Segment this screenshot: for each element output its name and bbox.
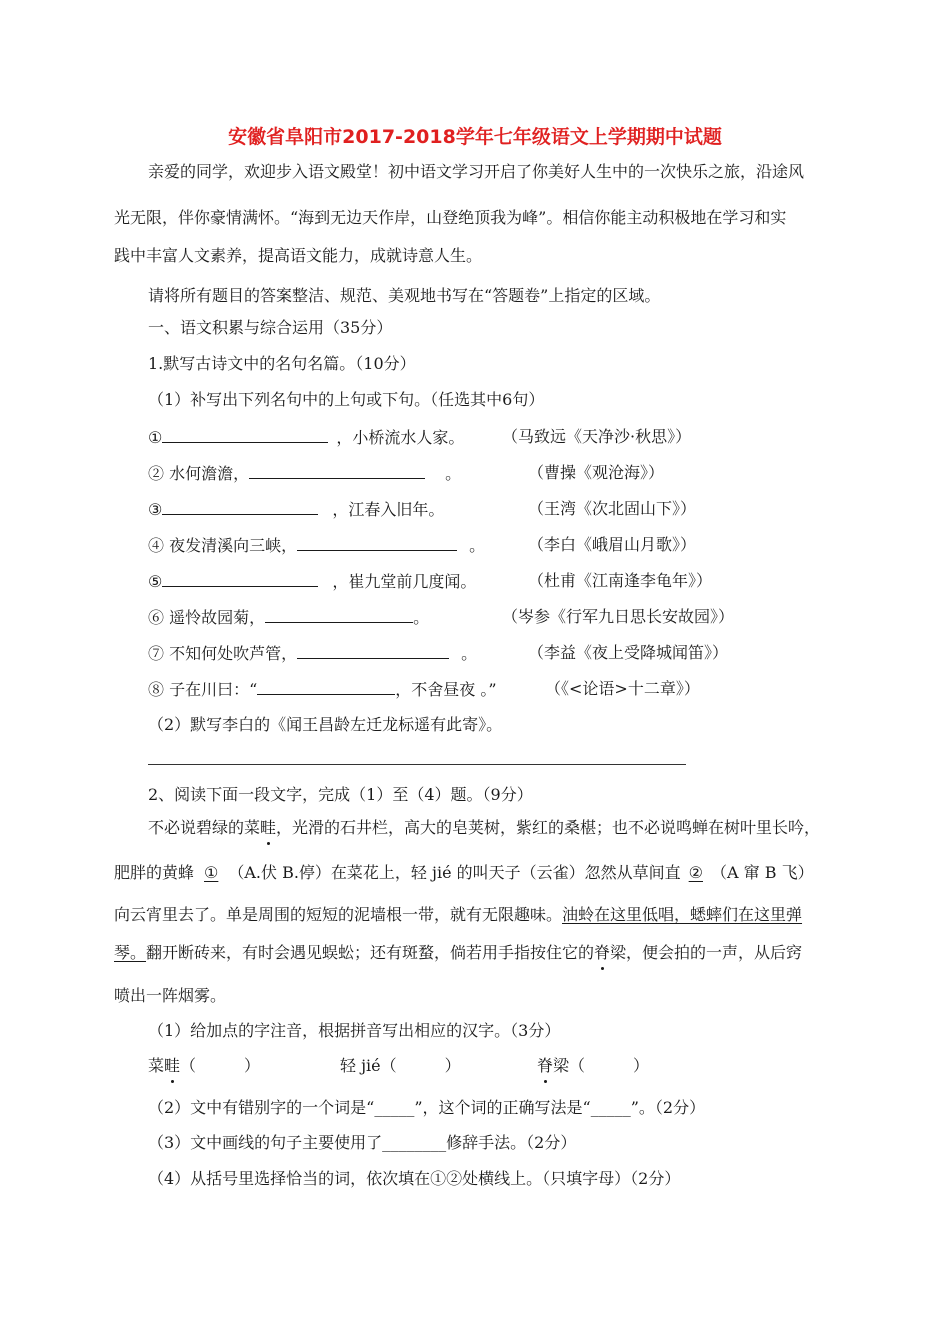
question-1-heading: 1.默写古诗文中的名句名篇。（10分） (148, 354, 416, 373)
fill-item-source: （李益《夜上受降城闻笛》） (528, 643, 729, 662)
fill-item-suffix: ，江春入旧年。 (332, 500, 445, 519)
fill-item-suffix: 。 (445, 464, 462, 483)
dotted-character: 脊 (537, 1056, 554, 1075)
fill-item-suffix: 。 (413, 608, 430, 627)
intro-line-3: 践中丰富人文素养，提高语文能力，成就诗意人生。 (114, 246, 483, 265)
pinyin-item-text: （ ） (180, 1056, 261, 1075)
passage-text: （A.伏 B.停）在菜花上，轻 jié 的叫天子（云雀）忽然从草间直 (228, 863, 681, 882)
passage-text: 肥胖的黄蜂 (114, 863, 195, 882)
fill-item-prefix: ⑦ 不知何处吹芦管， (148, 644, 298, 663)
section-heading: 一、语文积累与综合运用（35分） (148, 318, 393, 337)
question-1-sub-1: （1）补写出下列名句中的上句或下句。（任选其中6句） (148, 390, 545, 409)
question-1-sub-2: （2）默写李白的《闻王昌龄左迁龙标遥有此寄》。 (148, 715, 503, 734)
fill-item-suffix: ，不舍昼夜 。” (395, 680, 497, 699)
underlined-sentence: 油蛉在这里低唱，蟋蟀们在这里弹 (562, 905, 803, 924)
fill-item-suffix: ，小桥流水人家。 (336, 428, 465, 447)
fill-item (148, 427, 464, 448)
pinyin-item-2 (340, 1056, 461, 1076)
answer-blank[interactable] (162, 499, 318, 515)
fill-item-source: （马致远《天净沙·秋思》） (502, 427, 692, 446)
underlined-sentence: 琴。 (114, 943, 147, 962)
passage-text: 翻开断砖来，有时会遇见蜈蚣；还有斑蝥，倘若用手指按住它的 (146, 943, 595, 962)
question-2-sub-2: （2）文中有错别字的一个词是“_____”，这个词的正确写法是“_____”。（2分） (148, 1098, 706, 1117)
fill-item-prefix: ⑧ 子在川曰：“ (148, 680, 258, 699)
pinyin-item-1 (148, 1056, 260, 1076)
fill-item-suffix: ，崔九堂前几度闻。 (332, 572, 477, 591)
fill-item-suffix: 。 (461, 644, 478, 663)
fill-item-prefix: ① (148, 428, 163, 447)
dotted-character: 畦 (260, 818, 277, 837)
fill-item-source: （王湾《次北固山下》） (528, 499, 697, 518)
fill-item (148, 643, 477, 664)
passage-line-1 (148, 818, 820, 838)
passage-text: （A 窜 B 飞） (711, 863, 814, 882)
dotted-character: 脊 (594, 943, 611, 962)
fill-item (148, 679, 497, 700)
fill-item-source: （曹操《观沧海》） (528, 463, 665, 482)
pinyin-item-3 (537, 1056, 649, 1076)
fill-item-source: （《<论语>十二章》） (545, 679, 700, 698)
answer-blank[interactable] (297, 643, 449, 659)
passage-text: 向云宵里去了。单是周围的短短的泥墙根一带，就有无限趣味。 (114, 905, 563, 924)
answer-blank[interactable] (297, 535, 457, 551)
question-2-sub-1: （1）给加点的字注音，根据拼音写出相应的汉字。（3分） (148, 1021, 561, 1040)
answer-blank[interactable] (162, 427, 328, 443)
question-2-sub-4: （4）从括号里选择恰当的词，依次填在①②处横线上。（只填字母）（2分） (148, 1169, 681, 1188)
fill-item-source: （李白《峨眉山月歌》） (528, 535, 697, 554)
fill-item (148, 535, 485, 556)
passage-line-4 (114, 943, 802, 963)
fill-item (148, 571, 476, 592)
fill-item (148, 499, 444, 520)
intro-instruction: 请将所有题目的答案整洁、规范、美观地书写在“答题卷”上指定的区域。 (148, 286, 661, 305)
answer-writing-line[interactable] (148, 764, 686, 765)
fill-item-prefix: ② 水何澹澹， (148, 464, 250, 483)
blank-marker-2[interactable]: ② (688, 863, 703, 882)
passage-line-2 (114, 863, 814, 883)
page-title: 安徽省阜阳市2017-2018学年七年级语文上学期期中试题 (228, 126, 722, 148)
intro-line-2: 光无限，伴你豪情满怀。“海到无边天作岸，山登绝顶我为峰”。相信你能主动积极地在学习和实 (114, 208, 787, 227)
passage-text: ，光滑的石井栏，高大的皂荚树，紫红的桑椹；也不必说鸣蝉在树叶里长吟， (276, 818, 821, 837)
fill-item-prefix: ③ (148, 500, 163, 519)
answer-blank[interactable] (257, 679, 395, 695)
fill-item (148, 463, 461, 484)
fill-item-prefix: ⑥ 遥怜故园菊， (148, 608, 266, 627)
dotted-character: 畦 (164, 1056, 181, 1075)
fill-item-prefix: ⑤ (148, 572, 163, 591)
passage-text: 不必说碧绿的菜 (148, 818, 261, 837)
question-2-sub-3: （3）文中画线的句子主要使用了________修辞手法。（2分） (148, 1133, 577, 1152)
pinyin-item-text: 菜 (148, 1056, 165, 1075)
fill-item (148, 607, 429, 628)
pinyin-item-text: ） (396, 1056, 461, 1075)
pinyin-item-text: 轻 jié（ (340, 1056, 397, 1075)
answer-blank[interactable] (249, 463, 425, 479)
answer-blank[interactable] (162, 571, 318, 587)
intro-line-1: 亲爱的同学，欢迎步入语文殿堂！初中语文学习开启了你美好人生中的一次快乐之旅，沿途风 (148, 162, 805, 181)
fill-item-suffix: 。 (469, 536, 486, 555)
fill-item-prefix: ④ 夜发清溪向三峡， (148, 536, 298, 555)
blank-marker-1[interactable]: ① (204, 863, 219, 882)
pinyin-item-text: 梁（ ） (553, 1056, 650, 1075)
passage-line-3 (114, 905, 802, 925)
question-2-heading: 2、阅读下面一段文字，完成（1）至（4）题。（9分） (148, 785, 533, 804)
fill-item-source: （岑参《行军九日思长安故园》） (502, 607, 735, 626)
passage-text: 梁，便会拍的一声，从后窍 (610, 943, 803, 962)
passage-line-5: 喷出一阵烟雾。 (114, 986, 227, 1005)
fill-item-source: （杜甫《江南逢李龟年》） (528, 571, 713, 590)
answer-blank[interactable] (265, 607, 413, 623)
